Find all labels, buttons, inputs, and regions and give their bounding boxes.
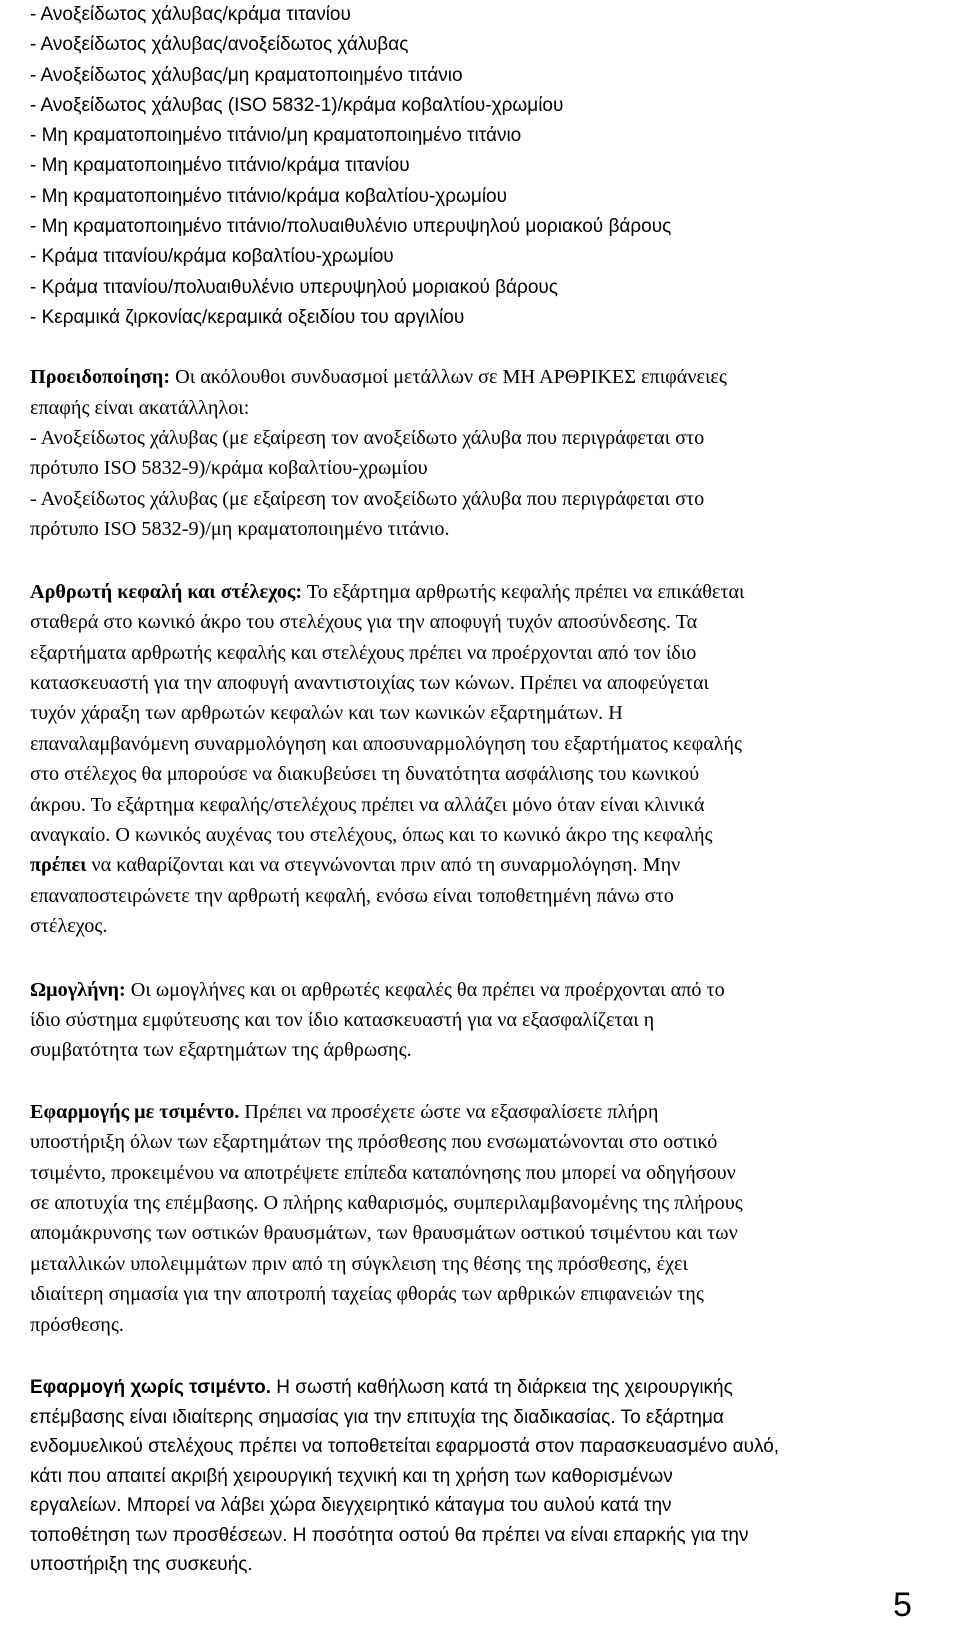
warning-intro: Οι ακόλουθοι συνδυασμοί μετάλλων σε ΜΗ ΑΡΘΡΙΚΕΣ επιφάνειες (170, 366, 727, 389)
warning-paragraph (30, 362, 926, 544)
text-line: υποστήριξη όλων των εξαρτημάτων της πρόσθεσης που ενσωματώνονται στο οστικό (30, 1131, 718, 1154)
list-item: - Κράμα τιτανίου/πολυαιθυλένιο υπερυψηλού μοριακού βάρους (30, 276, 558, 298)
text-line: πρόσθεσης. (30, 1313, 124, 1336)
text-line: επέμβασης είναι ιδιαίτερης σημασίας για την επιτυχία της διαδικασίας. Το εξάρτημα (30, 1406, 724, 1428)
list-item: - Κράμα τιτανίου/κράμα κοβαλτίου-χρωμίου (30, 246, 394, 268)
glenoid-heading: Ωμογλήνη: (30, 978, 126, 1001)
head-stem-paragraph (30, 577, 926, 942)
head-stem-heading: Αρθρωτή κεφαλή και στέλεχος: (30, 580, 303, 603)
text-line: - Ανοξείδωτος χάλυβας (με εξαίρεση τον ανοξείδωτο χάλυβα που περιγράφεται στο (30, 427, 705, 450)
text-line: πρότυπο ISO 5832-9)/μη κραματοποιημένο τιτάνιο. (30, 518, 450, 541)
text-line: ίδιο σύστημα εμφύτευσης και τον ίδιο κατασκευαστή για να εξασφαλίζεται η (30, 1008, 655, 1031)
text-line: αναγκαίο. Ο κωνικός αυχένας του στελέχους, όπως και το κωνικό άκρο της κεφαλής (30, 823, 713, 846)
text-line: κατασκευαστή για την αποφυγή αναντιστοιχίας των κώνων. Πρέπει να αποφεύγεται (30, 671, 709, 694)
document-page (30, 0, 926, 1580)
glenoid-intro: Οι ωμογλήνες και οι αρθρωτές κεφαλές θα πρέπει να προέρχονται από το (125, 978, 725, 1001)
text-line: εξαρτήματα αρθρωτής κεφαλής και στελέχους πρέπει να προέρχονται από τον ίδιο (30, 641, 697, 664)
text-line: - Ανοξείδωτος χάλυβας (με εξαίρεση τον ανοξείδωτο χάλυβα που περιγράφεται στο (30, 487, 705, 510)
text-line: σε αποτυχία της επέμβασης. Ο πλήρης καθαρισμός, συμπεριλαμβανομένης της πλήρους (30, 1192, 743, 1215)
cementless-heading: Εφαρμογή χωρίς τσιμέντο. (30, 1377, 271, 1399)
text-line: επαναποστειρώνετε την αρθρωτή κεφαλή, ενόσω είναι τοποθετημένη πάνω στο (30, 884, 674, 907)
list-item: - Κεραμικά ζιρκονίας/κεραμικά οξειδίου του αργιλίου (30, 306, 465, 328)
text-line: ενδομυελικού στελέχους πρέπει να τοποθετείται εφαρμοστά στον παρασκευασμένο αυλό, (30, 1436, 780, 1458)
text-line: ιδιαίτερη σημασία για την αποτροπή ταχείας φθοράς των αρθρικών επιφανειών της (30, 1283, 704, 1306)
text-line: μεταλλικών υπολειμμάτων πριν από τη σύγκλειση της θέσης της πρόσθεσης, έχει (30, 1252, 688, 1275)
list-item: - Μη κραματοποιημένο τιτάνιο/πολυαιθυλένιο υπερυψηλού μοριακού βάρους (30, 216, 672, 238)
text-line: στέλεχος. (30, 915, 108, 938)
text-line: επαναλαμβανόμενη συναρμολόγηση και αποσυναρμολόγηση του εξαρτήματος κεφαλής (30, 732, 742, 755)
text-line: εργαλείων. Μπορεί να λάβει χώρα διεγχειρητικό κάταγμα του αυλού κατά την (30, 1495, 672, 1517)
text-line: υποστήριξη της συσκευής. (30, 1554, 253, 1576)
text-line: τοποθέτηση των προσθέσεων. Η ποσότητα οστού θα πρέπει να είναι επαρκής για την (30, 1524, 749, 1546)
material-combinations-list (30, 0, 926, 333)
text-line (30, 1097, 926, 1127)
text-line: επαφής είναι ακατάλληλοι: (30, 396, 250, 419)
list-item: - Ανοξείδωτος χάλυβας (ISO 5832-1)/κράμα κοβαλτίου-χρωμίου (30, 94, 564, 116)
text-line: άκρου. Το εξάρτημα κεφαλής/στελέχους πρέπει να αλλάζει μόνο όταν είναι κλινικά (30, 793, 705, 816)
cementless-paragraph (30, 1373, 926, 1580)
text-line: τσιμέντο, προκειμένου να αποτρέψετε επίπεδα καταπόνησης που μπορεί να οδηγήσουν (30, 1161, 736, 1184)
cementless-intro: Η σωστή καθήλωση κατά τη διάρκεια της χειρουργικής (271, 1377, 733, 1399)
glenoid-paragraph (30, 975, 926, 1066)
list-item: - Μη κραματοποιημένο τιτάνιο/κράμα κοβαλτίου-χρωμίου (30, 185, 508, 207)
page-number: 5 (893, 1586, 912, 1624)
text-line (30, 975, 926, 1005)
cemented-heading: Εφαρμογής με τσιμέντο. (30, 1100, 240, 1123)
list-item: - Ανοξείδωτος χάλυβας/μη κραματοποιημένο τιτάνιο (30, 64, 463, 86)
text-line: πρότυπο ISO 5832-9)/κράμα κοβαλτίου-χρωμίου (30, 457, 428, 480)
text-line (30, 577, 926, 607)
warning-heading: Προειδοποίηση: (30, 366, 171, 389)
list-item: - Μη κραματοποιημένο τιτάνιο/μη κραματοποιημένο τιτάνιο (30, 125, 522, 147)
text-line: κάτι που απαιτεί ακριβή χειρουργική τεχνική και τη χρήση των καθορισμένων (30, 1465, 673, 1487)
text-line: τυχόν χάραξη των αρθρωτών κεφαλών και των κωνικών εξαρτημάτων. Η (30, 702, 623, 725)
text-line (30, 362, 926, 392)
list-item: - Μη κραματοποιημένο τιτάνιο/κράμα τιτανίου (30, 155, 410, 177)
text-line-rest: να καθαρίζονται και να στεγνώνονται πριν από τη συναρμολόγηση. Μην (86, 854, 681, 877)
text-line (30, 850, 926, 880)
list-item: - Ανοξείδωτος χάλυβας/κράμα τιτανίου (30, 4, 351, 25)
text-line: στο στέλεχος θα μπορούσε να διακυβεύσει τη δυνατότητα ασφάλισης του κωνικού (30, 763, 700, 786)
cemented-paragraph (30, 1097, 926, 1340)
emphasis-text: πρέπει (30, 854, 87, 877)
text-line: συμβατότητα των εξαρτημάτων της άρθρωσης. (30, 1039, 412, 1062)
list-item: - Ανοξείδωτος χάλυβας/ανοξείδωτος χάλυβας (30, 34, 409, 56)
cemented-intro: Πρέπει να προσέχετε ώστε να εξασφαλίσετε πλήρη (239, 1100, 659, 1123)
text-line: σταθερά στο κωνικό άκρο του στελέχους για την αποφυγή τυχόν αποσύνδεσης. Τα (30, 611, 698, 634)
head-stem-intro: Το εξάρτημα αρθρωτής κεφαλής πρέπει να επικάθεται (302, 580, 745, 603)
text-line (30, 1373, 926, 1403)
text-line: απομάκρυνσης των οστικών θραυσμάτων, των θραυσμάτων οστικού τσιμέντου και των (30, 1222, 738, 1245)
